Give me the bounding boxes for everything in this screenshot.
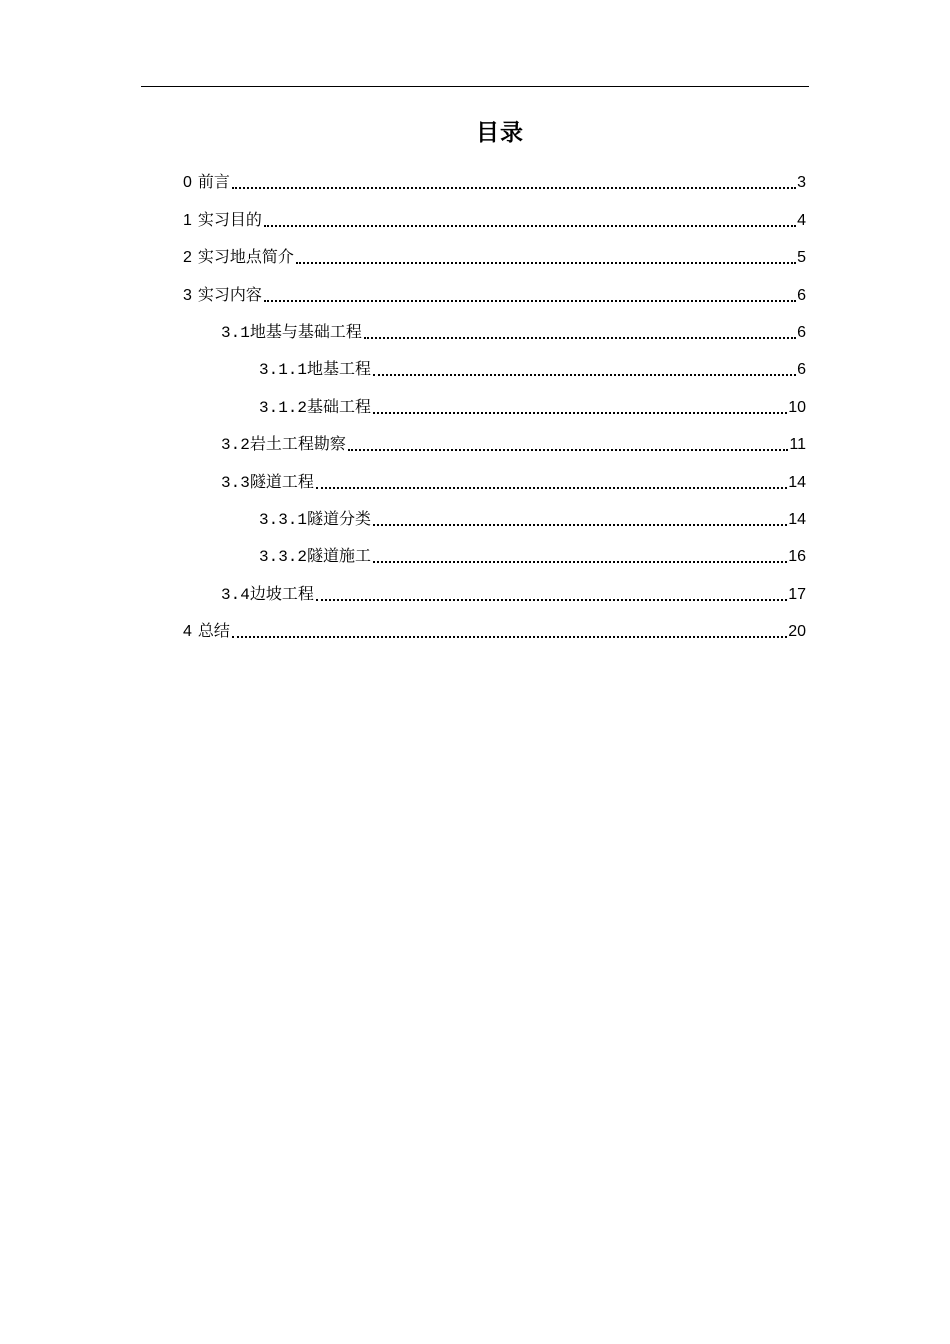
toc-entry-number: 3 — [183, 286, 192, 304]
toc-entry-label — [183, 285, 262, 306]
toc-entry-page: 14 — [788, 473, 806, 491]
dot-leader — [373, 374, 796, 376]
table-of-contents — [0, 164, 950, 650]
toc-entry-page: 6 — [797, 286, 806, 304]
toc-entry-number: 3.3.2 — [259, 548, 308, 567]
toc-entry-text: 岩土工程勘察 — [249, 434, 346, 454]
toc-entry-text: 隧道施工 — [307, 546, 372, 566]
toc-entry-text: 隧道分类 — [307, 508, 372, 528]
toc-entry-content[interactable] — [0, 276, 950, 313]
toc-entry-number: 3.1.2 — [259, 398, 308, 417]
toc-entry-text: 前言 — [197, 172, 230, 192]
toc-entry-page: 14 — [788, 510, 806, 528]
toc-entry-page: 6 — [797, 323, 806, 341]
toc-entry-number: 3.1.1 — [259, 361, 308, 380]
toc-entry-number: 1 — [183, 211, 192, 229]
toc-entry-page: 3 — [797, 174, 806, 192]
dot-leader — [232, 187, 796, 189]
toc-entry-location[interactable] — [0, 239, 950, 276]
dot-leader — [264, 300, 796, 302]
toc-entry-label — [259, 546, 371, 567]
toc-entry-text: 实习内容 — [197, 284, 262, 304]
toc-entry-label — [183, 621, 230, 642]
toc-entry-text: 总结 — [197, 621, 230, 641]
toc-entry-label — [221, 434, 346, 455]
toc-entry-preface[interactable] — [0, 164, 950, 201]
dot-leader — [264, 225, 796, 227]
dot-leader — [348, 449, 789, 451]
toc-entry-basic-engineering[interactable] — [0, 388, 950, 425]
toc-entry-page: 11 — [789, 436, 806, 454]
toc-entry-label — [183, 210, 262, 231]
header-rule — [141, 86, 809, 87]
toc-entry-number: 2 — [183, 249, 192, 267]
toc-entry-text: 边坡工程 — [249, 583, 314, 603]
dot-leader — [373, 524, 787, 526]
toc-entry-summary[interactable] — [0, 613, 950, 650]
toc-entry-label — [183, 172, 230, 193]
toc-entry-number: 3.3 — [221, 473, 250, 492]
toc-entry-ground-engineering[interactable] — [0, 351, 950, 388]
toc-entry-number: 3.3.1 — [259, 510, 308, 529]
toc-entry-label — [259, 397, 371, 418]
toc-entry-number: 4 — [183, 623, 192, 641]
toc-entry-label — [221, 472, 314, 493]
toc-entry-tunnel-classification[interactable] — [0, 501, 950, 538]
toc-entry-page: 4 — [797, 211, 806, 229]
toc-entry-tunnel-engineering[interactable] — [0, 463, 950, 500]
toc-entry-page: 6 — [797, 361, 806, 379]
dot-leader — [373, 561, 787, 563]
toc-entry-text: 实习地点简介 — [197, 247, 294, 267]
toc-entry-number: 3.2 — [221, 436, 250, 455]
dot-leader — [232, 636, 787, 638]
toc-entry-page: 17 — [788, 585, 806, 603]
toc-entry-tunnel-construction[interactable] — [0, 538, 950, 575]
dot-leader — [316, 599, 787, 601]
toc-entry-purpose[interactable] — [0, 201, 950, 238]
dot-leader — [316, 487, 787, 489]
toc-entry-foundation-engineering[interactable] — [0, 314, 950, 351]
toc-title: 目录 — [476, 120, 524, 146]
toc-entry-text: 地基与基础工程 — [249, 321, 362, 341]
toc-entry-text: 实习目的 — [197, 209, 262, 229]
toc-entry-label — [221, 584, 314, 605]
toc-entry-geotechnical-survey[interactable] — [0, 426, 950, 463]
toc-entry-page: 20 — [788, 623, 806, 641]
toc-entry-number: 0 — [183, 174, 192, 192]
toc-entry-number: 3.4 — [221, 585, 250, 604]
toc-entry-label — [259, 359, 371, 380]
toc-entry-label — [221, 322, 362, 343]
dot-leader — [373, 412, 787, 414]
toc-entry-number: 3.1 — [221, 323, 250, 342]
toc-entry-page: 16 — [788, 548, 806, 566]
toc-entry-text: 隧道工程 — [249, 471, 314, 491]
toc-entry-label — [259, 509, 371, 530]
toc-entry-page: 5 — [797, 249, 806, 267]
toc-entry-page: 10 — [788, 398, 806, 416]
toc-entry-slope-engineering[interactable] — [0, 575, 950, 612]
dot-leader — [364, 337, 796, 339]
toc-entry-text: 地基工程 — [307, 359, 372, 379]
dot-leader — [296, 262, 796, 264]
toc-entry-text: 基础工程 — [307, 396, 372, 416]
toc-entry-label — [183, 247, 294, 268]
